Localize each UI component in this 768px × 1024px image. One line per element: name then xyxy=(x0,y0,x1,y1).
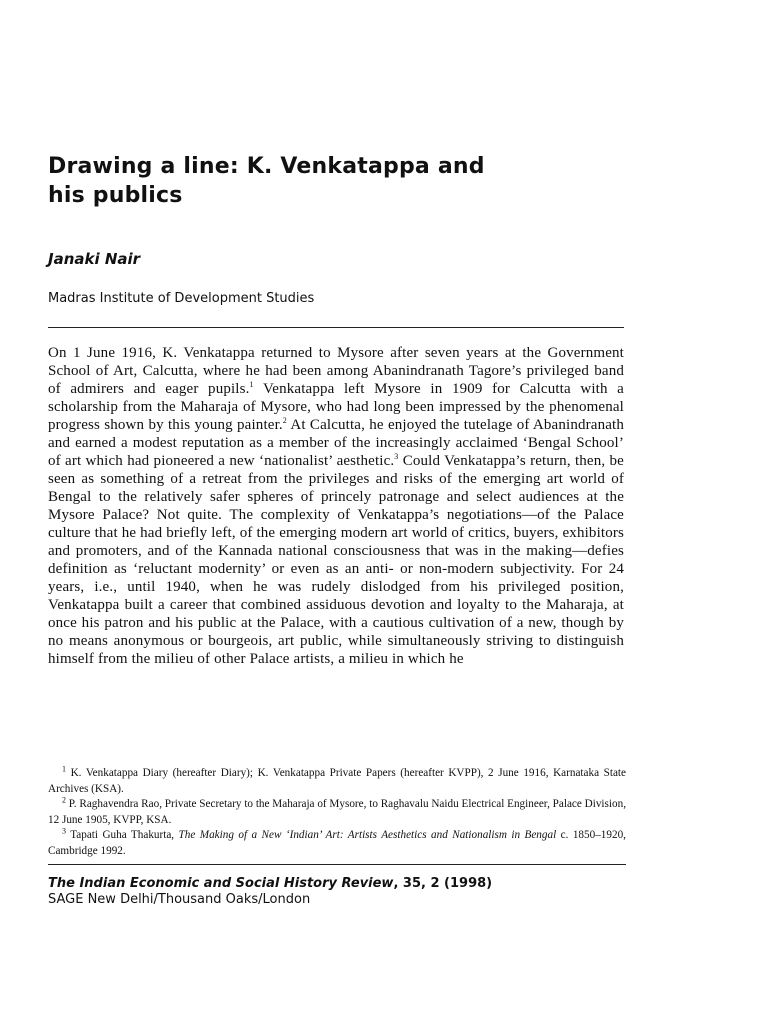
footnote-number: 3 xyxy=(62,826,66,836)
title-line-2: his publics xyxy=(48,183,183,208)
journal-volume: , 35, 2 (1998) xyxy=(393,876,493,891)
body-text-part-1: On 1 June 1916, K. Venkatappa returned to Mysore after seven years at the Government School of Art, Calcutta, where he had been among Abanindranath Tagore’s privileged band of admirers and eager pupils. xyxy=(48,345,624,397)
body-text-part-2: Venkatappa left Mysore in 1909 for Calcutta with a scholarship from the Maharaja of Mysore, who had long been impressed by the phenomenal progress shown by this young painter. xyxy=(48,381,624,433)
footnote-book-title: The Making of a New ‘Indian’ Art: Artists Aesthetics and Nationalism in Bengal xyxy=(178,829,557,841)
footnote-text: Tapati Guha Thakurta, xyxy=(66,829,179,841)
author-name: Janaki Nair xyxy=(48,250,141,268)
footnote-ref-3[interactable]: 3 xyxy=(394,452,399,461)
footnotes xyxy=(48,766,626,859)
body-text-part-3: At Calcutta, he enjoyed the tutelage of Abanindranath and earned a modest reputation as a member of the increasingly acclaimed ‘Bengal School’ of art which had pioneered a new ‘nationalist’ aesthetic. xyxy=(48,417,624,469)
body-text-part-4: Could Venkatappa’s return, then, be seen as something of a retreat from the privileges and risks of the emerging art world of Bengal to the relatively safer spheres of princely patronage and select audiences at the Mysore Palace? Not quite. The complexity of Venkatappa’s negotiations—of the Palace culture that he had briefly left, of the emerging modern art world of critics, buyers, exhibitors and promoters, and of the Kannada national consciousness that was in the making—defies definition as ‘reluctant modernity’ or even as an anti- or non-modern subjectivity. For 24 years, i.e., until 1940, when he was rudely dislodged from his privileged position, Venkatappa built a career that combined assiduous devotion and loyalty to the Maharaja, at once his patron and his public at the Palace, with a cautious cultivation of a new, though by no means anonymous or bourgeois, art public, while simultaneously striving to distinguish himself from the milieu of other Palace artists, a milieu in which he xyxy=(48,453,624,667)
footnote-2 xyxy=(48,797,626,828)
author-affiliation: Madras Institute of Development Studies xyxy=(48,291,315,306)
journal-name: The Indian Economic and Social History Review xyxy=(48,876,394,891)
header-divider xyxy=(48,327,624,328)
footnote-ref-1[interactable]: 1 xyxy=(249,380,254,389)
footnote-text: K. Venkatappa Diary (hereafter Diary); K. Venkatappa Private Papers (hereafter KVPP), 2 June 1916, Karnataka State Archives (KSA). xyxy=(48,767,626,795)
title-line-1: Drawing a line: K. Venkatappa and xyxy=(48,154,485,179)
footnote-ref-2[interactable]: 2 xyxy=(282,416,287,425)
footer-divider xyxy=(48,864,626,865)
body-paragraph xyxy=(48,344,624,668)
footnote-number: 1 xyxy=(62,764,66,774)
article-title xyxy=(48,152,608,210)
footnote-text-end: c. 1850–1920, Cambridge 1992. xyxy=(48,829,626,857)
footnote-3 xyxy=(48,828,626,859)
publisher-line: SAGE New Delhi/Thousand Oaks/London xyxy=(48,892,311,907)
footnote-text: P. Raghavendra Rao, Private Secretary to the Maharaja of Mysore, to Raghavalu Naidu Electrical Engineer, Palace Division, 12 June 1905, KVPP, KSA. xyxy=(48,798,626,826)
journal-citation xyxy=(48,875,492,892)
footnote-number: 2 xyxy=(62,795,66,805)
footnote-1 xyxy=(48,766,626,797)
